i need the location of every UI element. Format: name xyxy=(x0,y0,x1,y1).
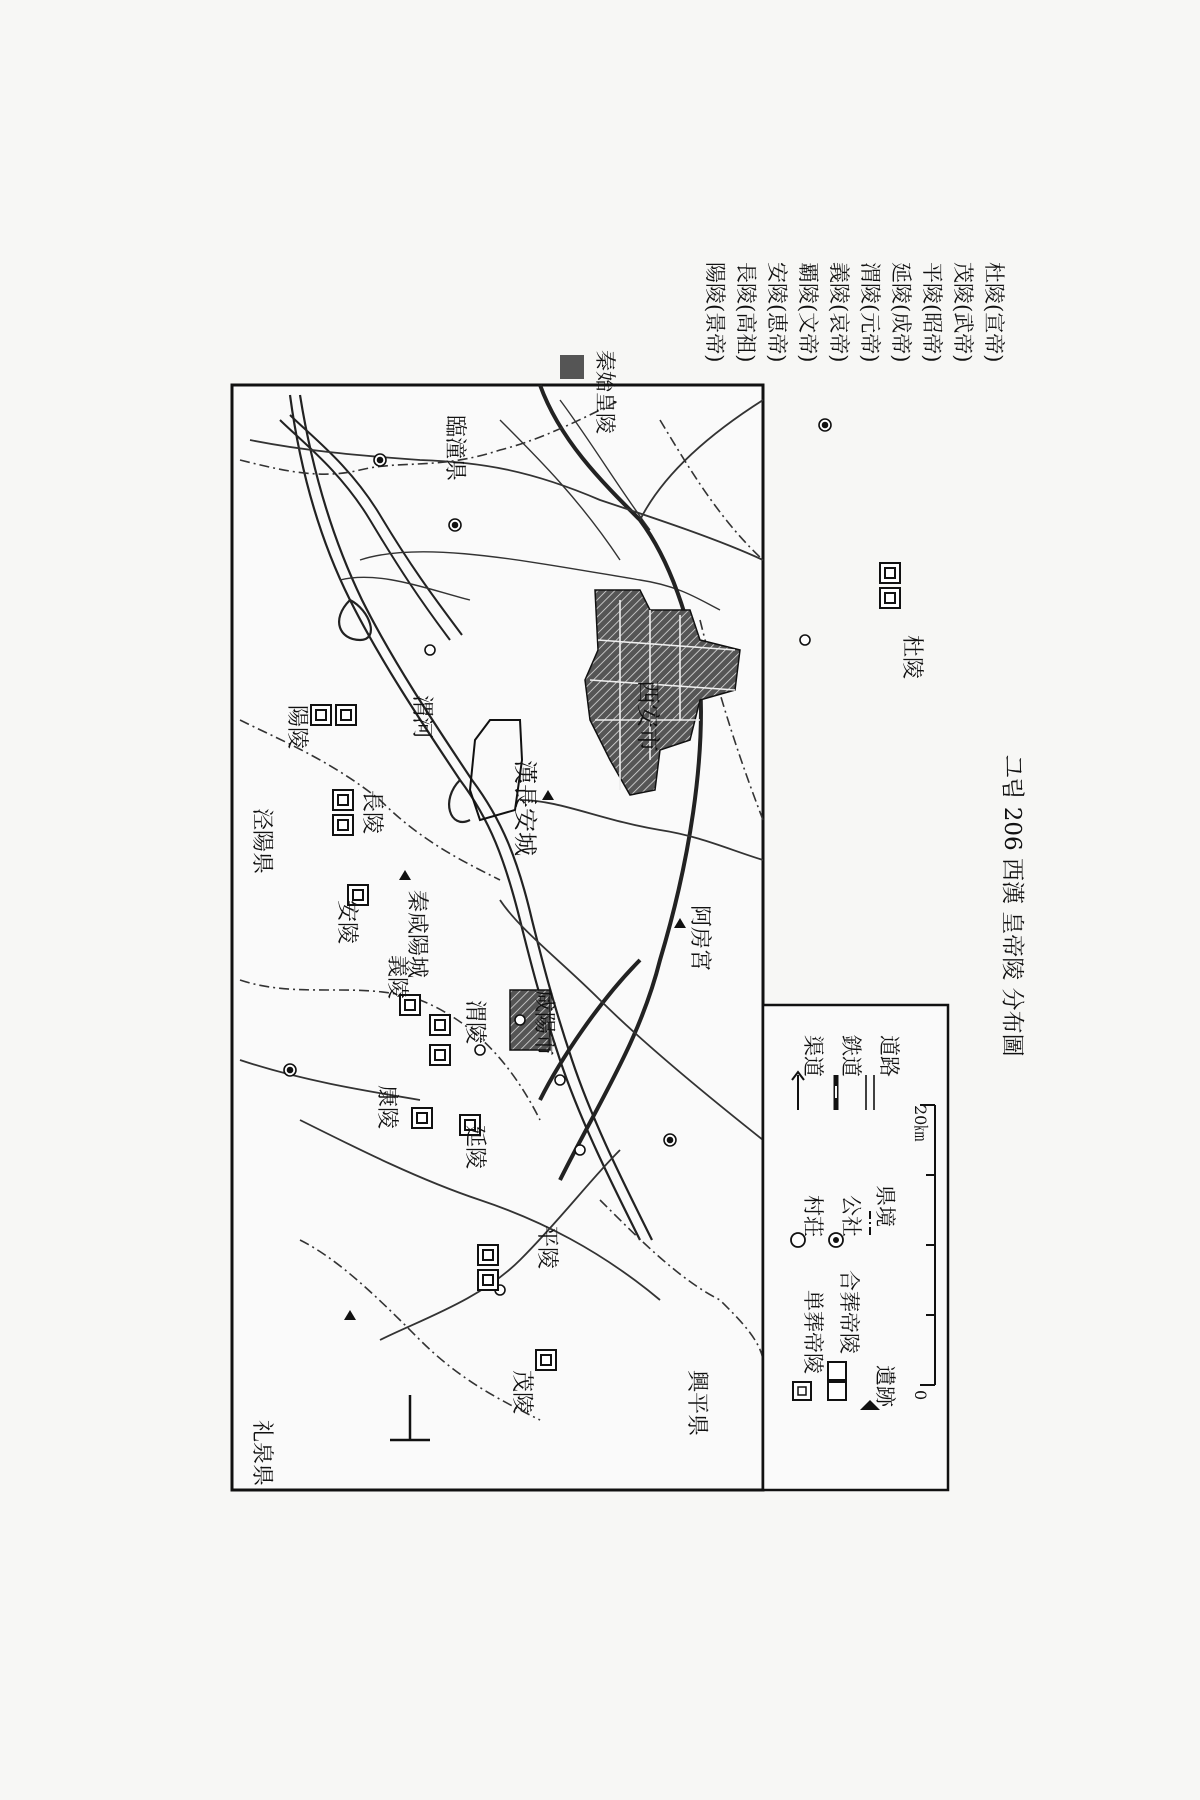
side-legend-item: 陽陵(景帝) xyxy=(703,262,727,363)
legend-county: 県境 xyxy=(873,1185,897,1227)
figure-caption: 그림 206 西漢 皇帝陵 分布圖 xyxy=(999,755,1025,1057)
side-legend-item: 渭陵(元帝) xyxy=(858,262,882,363)
side-legend-item: 安陵(恵帝) xyxy=(765,262,789,363)
label-weiling: 渭陵 xyxy=(462,1000,487,1045)
legend-single-tomb: 単葬帝陵 xyxy=(801,1290,825,1374)
label-jingyang: 泾陽県 xyxy=(249,808,274,875)
side-legend-item: 覇陵(文帝) xyxy=(796,262,820,363)
qin-tomb-swatch xyxy=(560,355,584,379)
side-legend-item: 義陵(哀帝) xyxy=(827,262,851,363)
label-liquan: 礼泉県 xyxy=(249,1420,274,1487)
label-xianyang-city: 咸陽市 xyxy=(531,990,556,1057)
legend-site: 遺跡 xyxy=(873,1365,897,1407)
legend-canal: 渠道 xyxy=(801,1035,825,1077)
side-legend-item: 茂陵(武帝) xyxy=(951,262,975,363)
label-changling: 長陵 xyxy=(359,790,384,835)
scale-max: 20㎞ xyxy=(911,1105,930,1142)
side-legend-item: 平陵(昭帝) xyxy=(920,262,944,363)
label-xingping: 興平県 xyxy=(684,1370,709,1437)
legend-commune: 公社 xyxy=(839,1195,863,1237)
label-anling: 安陵 xyxy=(334,900,359,945)
map-legend-box xyxy=(763,1005,948,1490)
label-lintong: 臨潼県 xyxy=(442,415,467,482)
label-yiling: 義陵 xyxy=(384,955,409,1000)
legend-rail: 鉄道 xyxy=(839,1035,863,1077)
label-pingling: 平陵 xyxy=(534,1225,559,1270)
label-xian: 西安市 xyxy=(634,680,662,752)
label-yanling: 延陵 xyxy=(462,1125,487,1170)
label-maoling: 茂陵 xyxy=(509,1370,534,1415)
label-duling: 杜陵 xyxy=(899,635,924,680)
side-legend-item: 杜陵(宣帝) xyxy=(982,262,1006,363)
label-yangling: 陽陵 xyxy=(284,705,309,750)
side-legend-item: 長陵(高祖) xyxy=(734,262,758,363)
side-legend-list xyxy=(703,262,1006,362)
label-weihe: 渭河 xyxy=(409,695,434,740)
label-epang: 阿房宮 xyxy=(687,905,712,972)
legend-joint-tomb: 合葬帝陵 xyxy=(837,1270,861,1354)
side-legend-item: 延陵(成帝) xyxy=(889,262,913,363)
map-frame xyxy=(232,385,763,1490)
scale-zero: 0 xyxy=(911,1390,930,1401)
side-legend-qin: 秦始皇陵 xyxy=(593,350,617,434)
label-chang-an-city: 漢長安城 xyxy=(511,760,539,856)
label-qin-xianyang: 秦咸陽城 xyxy=(404,890,429,979)
label-kangling: 康陵 xyxy=(374,1085,399,1130)
legend-road: 道路 xyxy=(877,1035,901,1077)
legend-village: 村荘 xyxy=(801,1195,825,1237)
